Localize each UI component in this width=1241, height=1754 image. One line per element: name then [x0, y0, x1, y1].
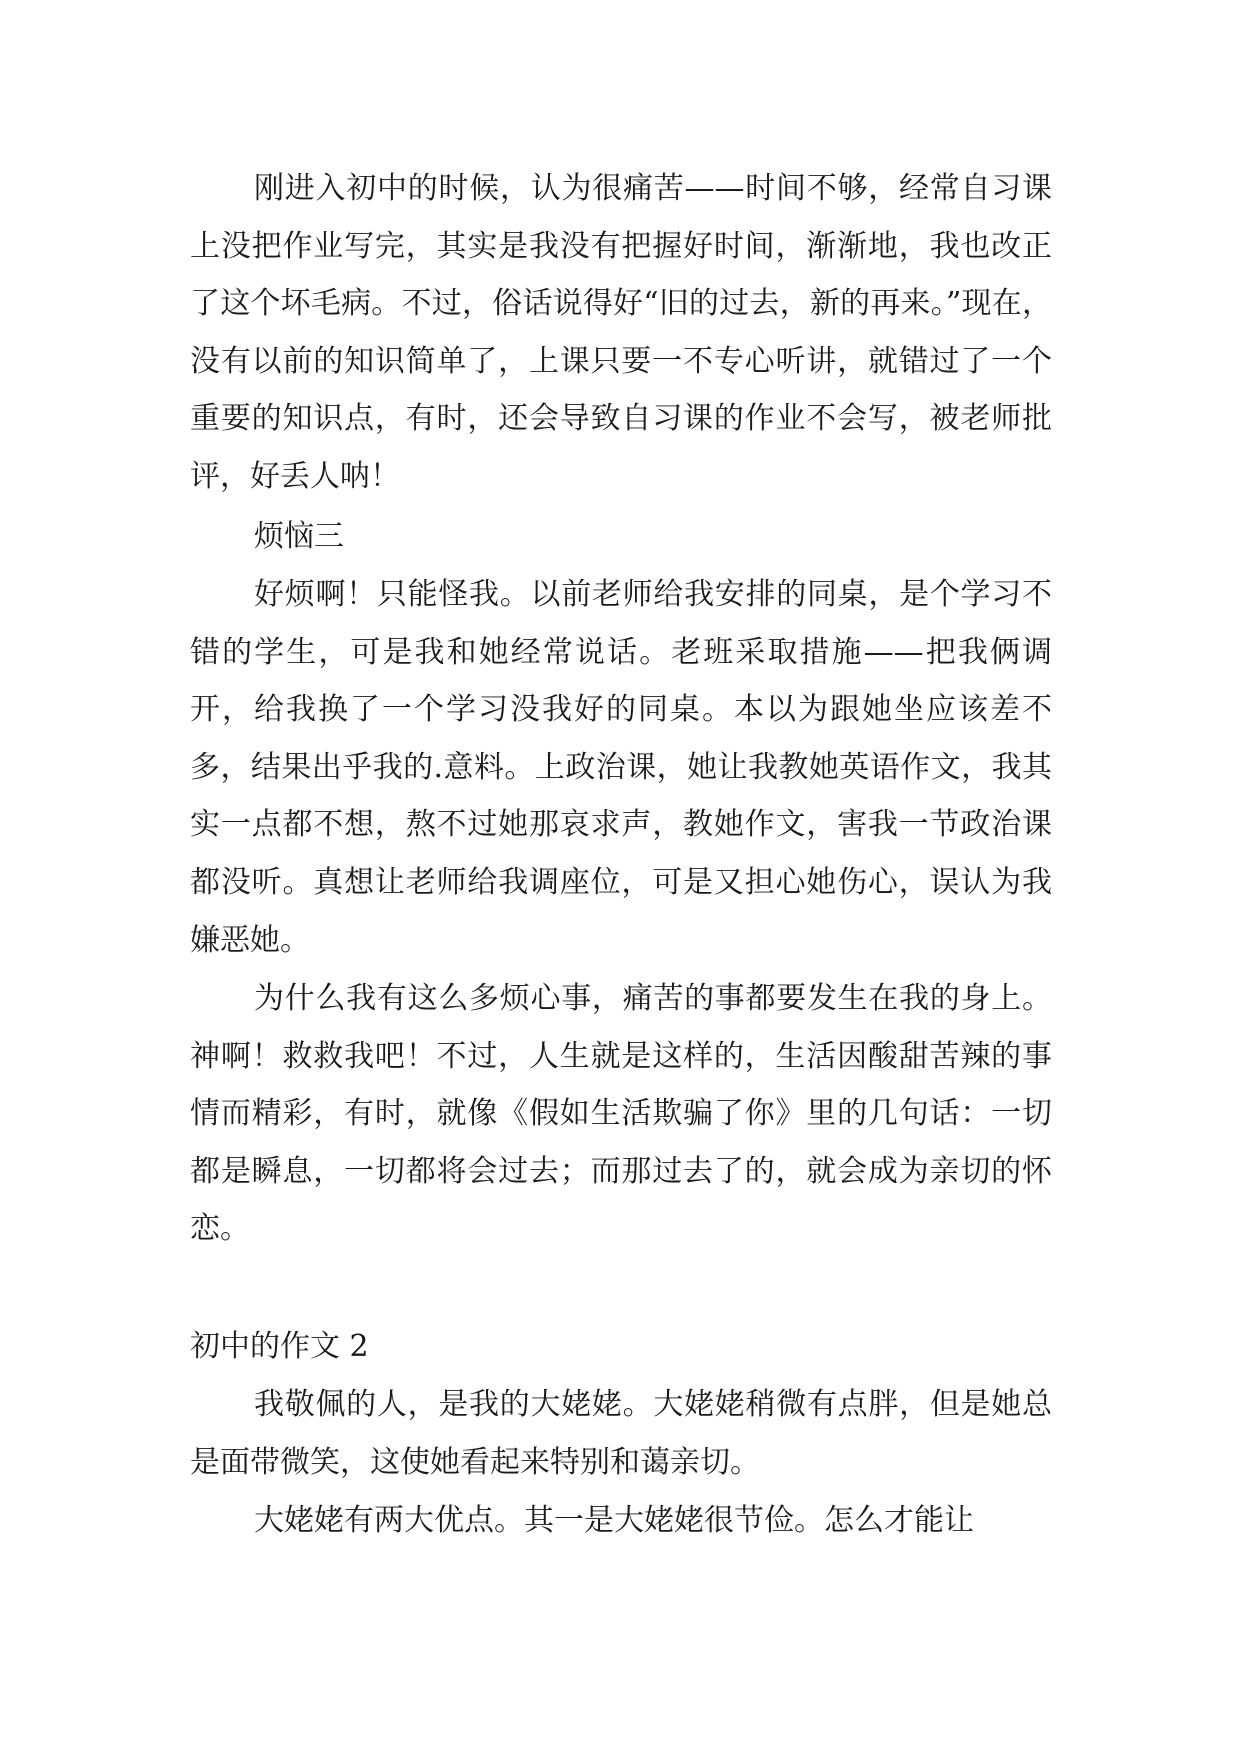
heading-trouble-three: 烦恼三	[254, 519, 344, 554]
paragraph-trouble-three: 好烦啊！只能怪我。以前老师给我安排的同桌，是个学习不错的学生，可是我和她经常说话。老班采取措施——把我俩调开，给我换了一个学习没我好的同桌。本以为跟她坐应该差不多，结果出乎我的.意料。上政治课，她让我教她英语作文，我其实一点都不想，熬不过她那哀求声，教她作文，害我一节政治课都没听。真想让老师给我调座位，可是又担心她伤心，误认为我嫌恶她。	[190, 577, 1052, 958]
paragraph-conclusion: 为什么我有这么多烦心事，痛苦的事都要发生在我的身上。神啊！救救我吧！不过，人生就是这样的，生活因酸甜苦辣的事情而精彩，有时，就像《假如生活欺骗了你》里的几句话：一切都是瞬息，一切都将会过去；而那过去了的，就会成为亲切的怀恋。	[190, 981, 1052, 1247]
paragraph-trouble-two: 刚进入初中的时候，认为很痛苦——时间不够，经常自习课上没把作业写完，其实是我没有把握好时间，渐渐地，我也改正了这个坏毛病。不过，俗话说得好“旧的过去，新的再来。”现在，没有以前的知识简单了，上课只要一不专心听讲，就错过了一个重要的知识点，有时，还会导致自习课的作业不会写，被老师批评，好丢人呐！	[190, 171, 1052, 494]
paragraph-virtues: 大姥姥有两大优点。其一是大姥姥很节俭。怎么才能让	[254, 1503, 974, 1538]
section-title-essay-2: 初中的作文 2	[190, 1329, 369, 1364]
paragraph-admired-person: 我敬佩的人，是我的大姥姥。大姥姥稍微有点胖，但是她总是面带微笑，这使她看起来特别和蔼亲切。	[190, 1387, 1052, 1480]
